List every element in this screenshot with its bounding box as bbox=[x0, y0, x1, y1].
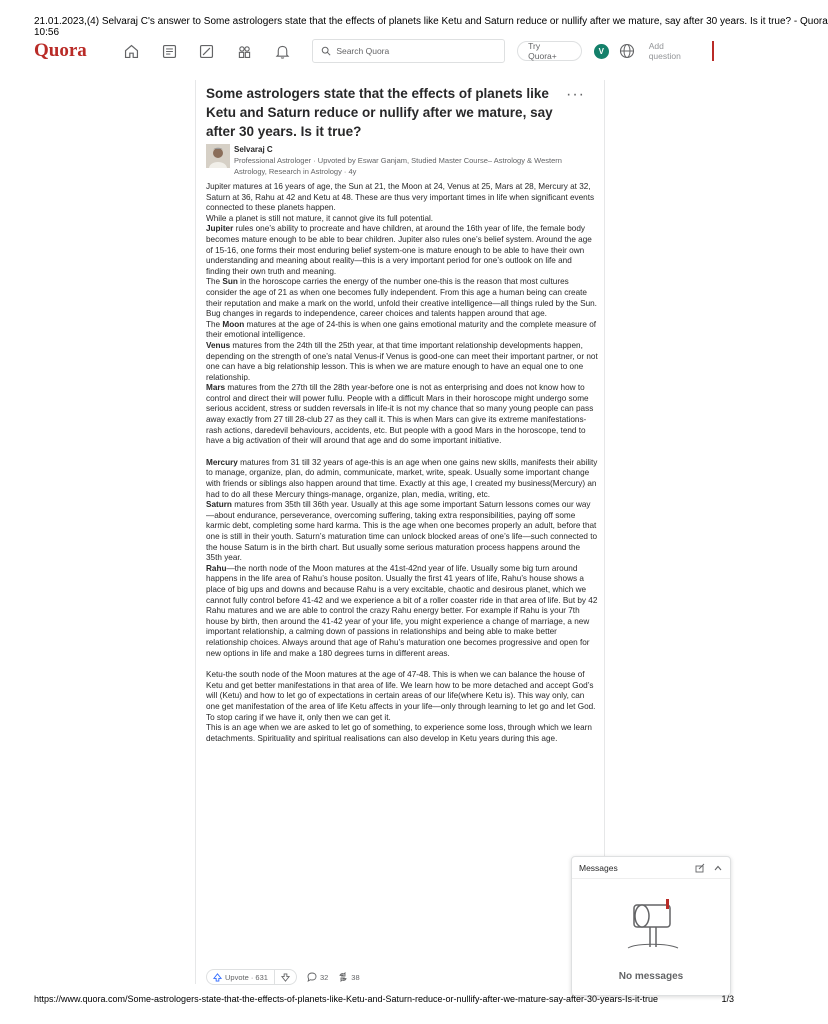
chevron-up-icon[interactable] bbox=[713, 863, 723, 873]
paragraph-intro: Jupiter matures at 16 years of age, the Sun at 21, the Moon at 24, Venus at 25, Mars at 28, Mercury at 32, Saturn at 36, Rahu at 42 and Ketu at 48. These are thus very important times in life when significant events connected to these planets happen. bbox=[206, 182, 595, 213]
downvote-button[interactable] bbox=[274, 970, 296, 984]
upvote-button[interactable] bbox=[207, 970, 274, 984]
share-count: 38 bbox=[351, 972, 360, 982]
paragraph-mercury bbox=[206, 458, 598, 500]
venus-text: matures from the 24th till the 25th year, at that time important relationship developments happen, depending on the strength of one’s natal Venus-if Venus is good-one can meet their important partner, or not one can have a big relationship lesson. This is when we are mature enough to have an equal one to one relationship. bbox=[206, 340, 598, 382]
messages-popup bbox=[571, 856, 731, 996]
share-icon bbox=[338, 972, 348, 982]
search-placeholder: Search Quora bbox=[336, 46, 390, 56]
paragraph-moon bbox=[206, 320, 598, 341]
keyword-saturn: Saturn bbox=[206, 500, 232, 510]
comment-icon bbox=[307, 972, 317, 982]
notifications-icon[interactable] bbox=[265, 39, 301, 63]
keyword-mars: Mars bbox=[206, 383, 226, 393]
sun-prefix: The bbox=[206, 277, 223, 287]
compose-message-icon[interactable] bbox=[695, 863, 705, 873]
print-title: (4) Selvaraj C's answer to Some astrologers state that the effects of planets like Ketu and Saturn reduce or nullify after we mature, say after 30 years. Is it true? - Quora bbox=[86, 16, 828, 27]
more-options-button[interactable]: ··· bbox=[566, 86, 585, 103]
paragraph-sun bbox=[206, 277, 598, 319]
user-avatar[interactable]: V bbox=[594, 44, 609, 59]
try-quora-plus-button[interactable]: Try Quora+ bbox=[517, 41, 582, 61]
paragraph-maturity: While a planet is still not mature, it cannot give its full potential. bbox=[206, 213, 434, 223]
keyword-mercury: Mercury bbox=[206, 457, 238, 467]
author-avatar[interactable] bbox=[206, 144, 230, 168]
answer-icon[interactable] bbox=[189, 39, 225, 63]
globe-icon[interactable] bbox=[619, 43, 635, 59]
vote-pill bbox=[206, 969, 297, 985]
question-title[interactable]: Some astrologers state that the effects of planets like Ketu and Saturn reduce or nullify after we mature, say after 30 years. Is it true? bbox=[206, 86, 553, 139]
no-messages-text: No messages bbox=[618, 971, 684, 982]
sun-text: in the horoscope carries the energy of the number one-this is the reason that most cultures consider the age of 21 as when one becomes fully independent. From this age a human being can create their reputation and make a mark on the world, unfold their creative intelligence—all things ruled by the Sun. Bug changes in regards to independence, career choices and talents happen around that age. bbox=[206, 277, 597, 319]
jupiter-text: rules one’s ability to procreate and have children, at around the 16th year of life, the female body becomes mature enough to be able to bear children. Jupiter also rules one’s belief system. Around the age of 15-16, one forms their most enduring belief system-one is mature enough to be able to have their own understanding and meaning about reality—this is a very important period for one’s outlook on life and finding their own truth and meaning. bbox=[206, 224, 592, 276]
paragraph-mars bbox=[206, 383, 598, 447]
home-icon[interactable] bbox=[113, 39, 149, 63]
messages-title: Messages bbox=[579, 862, 618, 873]
print-footer bbox=[34, 994, 734, 1008]
upvote-icon bbox=[213, 973, 222, 982]
add-question-accent bbox=[712, 41, 714, 61]
paragraph-ketu: Ketu-the south node of the Moon matures at the age of 47-48. This is when we can balance the house of Ketu and get better manifestations in that area of life. We learn how to be more detached and accept God’s will (Ketu) and how to let go of expectations in certain areas of our life(where Ketu is). This way only, can one get manifestation of the area of life Ketu affects in your life—only through learning to let go and let God. To stop caring if we have it, only then we can get it. bbox=[206, 670, 596, 722]
rahu-text: —the north node of the Moon matures at the 41st-42nd year of life. Usually some big turn around happens in the life area of Rahu’s house positon. Usually the first 41 years of life, Rahu’s house shows a place of big ups and downs and because Rahu is a very excitable, chaotic and desirous planet, which we cannot fully control before 41-42 and we experience a bit of a roller coaster ride in that area of life. But by 42 Rahu matures and we are able to control the crazy Rahu energy better. For example if Rahu is your 7th house by birth, then around the 41-42 year of your life, you might experience a change of marriage, a new important relationship, a calming down of passions in relationships and being able to make better relationship choices. Always around that age of Rahu’s maturation one becomes progressive and open for new options in life and make a 180 degrees turns in different areas. bbox=[206, 563, 598, 658]
comments-button[interactable] bbox=[307, 972, 328, 982]
share-button[interactable] bbox=[338, 972, 359, 982]
author-credential: Professional Astrologer · Upvoted by Eswar Ganjam, Studied Master Course– Astrology & Western Astrology, Research in Astrology · 4y bbox=[234, 156, 562, 176]
mars-text: matures from the 27th till the 28th year-before one is not as enterprising and does not know how to control and direct their will power fullu. People with a difficult Mars in their horoscope might undergo some serious accident, stress or sudden reversals in life-it is not my chance that so many young people can pass away exactly from 27 till 28-club 27 as they call it. This is when Mars can give its extreme manifestations-rash actions, daredevil behaviours, accidents, etc. But people with a good Mars in the horoscope, tend to have a big activation of their will around that age and do some important initiative. bbox=[206, 383, 594, 446]
author-name[interactable]: Selvaraj C bbox=[234, 145, 273, 154]
spaces-icon[interactable] bbox=[227, 39, 263, 63]
quora-logo[interactable]: Quora bbox=[34, 40, 87, 61]
print-header bbox=[34, 16, 828, 38]
paragraph-rahu bbox=[206, 564, 598, 659]
add-question-button[interactable]: Add question bbox=[648, 41, 681, 61]
action-bar bbox=[206, 968, 360, 986]
print-date: 21.01.2023, 10:56 bbox=[34, 16, 87, 38]
keyword-venus: Venus bbox=[206, 340, 231, 350]
downvote-icon bbox=[281, 973, 290, 982]
mercury-text: matures from 31 till 32 years of age-this is an age when one gains new skills, manifests their ability to manage, organize, plan, do admin, communicate, market, write, speak. Usually some important change with friends or siblings also happen around that time. Exactly at this age, I created my business(Mercury) an had to do all these Mercury things-manage, organize, plan, media, writing, etc. bbox=[206, 457, 598, 499]
search-input[interactable] bbox=[312, 39, 505, 63]
moon-text: matures at the age of 24-this is when one gains emotional maturity and the complete measure of their emotional intelligence. bbox=[206, 319, 597, 340]
search-icon bbox=[321, 46, 331, 56]
top-navbar bbox=[34, 36, 714, 66]
mailbox-icon bbox=[622, 891, 682, 951]
author-block bbox=[206, 144, 601, 180]
moon-prefix: The bbox=[206, 319, 223, 329]
following-icon[interactable] bbox=[151, 39, 187, 63]
messages-header bbox=[572, 857, 730, 879]
print-page-number: 1/3 bbox=[721, 994, 734, 1004]
paragraph-venus bbox=[206, 341, 598, 383]
paragraph-saturn bbox=[206, 500, 598, 564]
keyword-moon: Moon bbox=[222, 319, 245, 329]
answer-body bbox=[206, 182, 598, 744]
keyword-sun: Sun bbox=[222, 277, 238, 287]
print-url: https://www.quora.com/Some-astrologers-state-that-the-effects-of-planets-like-Ketu-and-Saturn-reduce-or-nullify-after-we-mature-say-after-30-years-Is-it-true bbox=[34, 994, 659, 1004]
upvote-label: Upvote · 631 bbox=[225, 972, 268, 982]
keyword-rahu: Rahu bbox=[206, 563, 227, 573]
saturn-text: matures from 35th till 36th year. Usually at this age some important Saturn lessons comes our way—about endurance, perseverance, overcoming suffering, taking extra responsibilities, paying off some karmic debt, completing some hard karma. This is the age when one becomes properly an adult, before that one is still in their youth. Saturn’s maturation time can unlock blocked areas of one’s life—such connected to the house Saturn is in the birth chart. But usually some serious maturation process happens around the 35th year. bbox=[206, 500, 598, 563]
keyword-jupiter: Jupiter bbox=[206, 224, 234, 234]
answer-card bbox=[195, 80, 605, 984]
paragraph-detachment: This is an age when we are asked to let go of something, to experience some loss, through which we learn detachments. Spirituality and spiritual realisations can also develop in Ketu years during this age. bbox=[206, 723, 592, 743]
paragraph-jupiter bbox=[206, 224, 598, 277]
comments-count: 32 bbox=[319, 972, 329, 982]
